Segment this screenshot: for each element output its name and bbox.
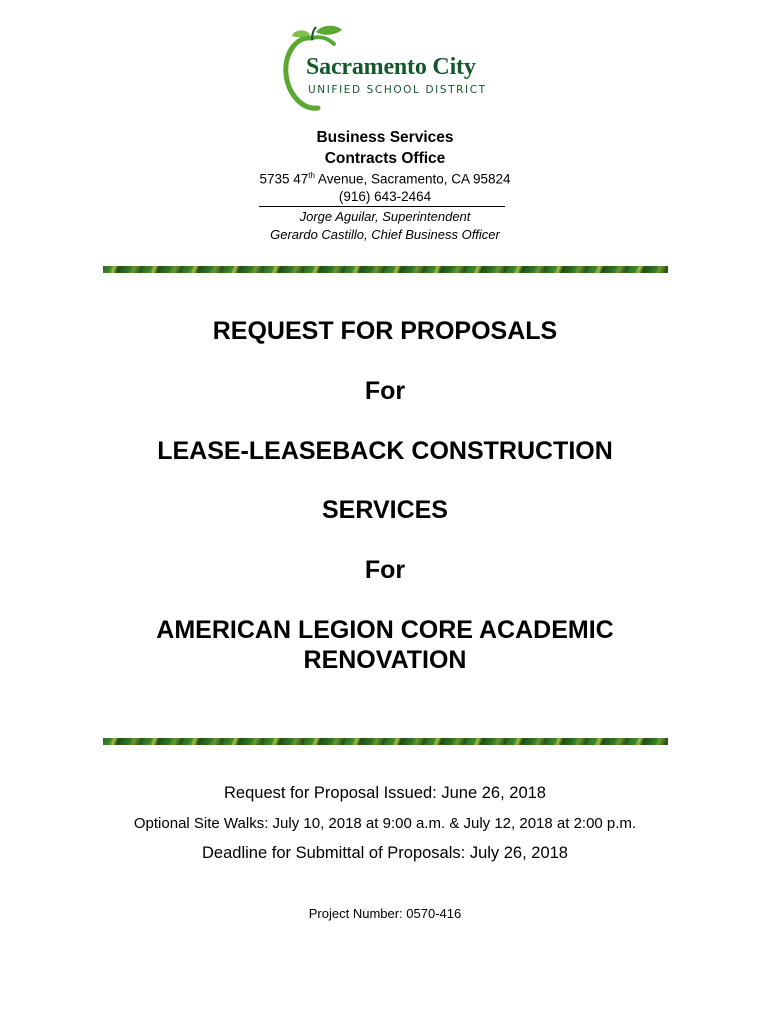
district-logo (282, 24, 492, 112)
department-name: Business Services (316, 129, 454, 146)
title-project-name-line1: AMERICAN LEGION CORE ACADEMIC (156, 616, 614, 644)
rfp-title: REQUEST FOR PROPOSALS (212, 317, 558, 345)
submittal-deadline: Deadline for Submittal of Proposals: July 26, 2018 (202, 844, 568, 862)
cbo-line: Gerardo Castillo, Chief Business Officer (270, 227, 500, 242)
decorative-band-bottom (103, 738, 668, 745)
project-number: Project Number: 0570-416 (308, 906, 462, 921)
office-name: Contracts Office (324, 150, 446, 167)
title-for-2: For (364, 556, 406, 584)
decorative-band-top (103, 266, 668, 273)
office-address: 5735 47th Avenue, Sacramento, CA 95824 (259, 171, 511, 187)
title-services: SERVICES (322, 496, 448, 524)
title-lease-leaseback: LEASE-LEASEBACK CONSTRUCTION (157, 437, 613, 465)
title-for-1: For (364, 377, 406, 405)
logo-district-name: Sacramento City (306, 54, 476, 80)
logo-district-subtitle: UNIFIED SCHOOL DISTRICT (308, 84, 487, 96)
header-divider (259, 206, 505, 207)
title-project-name-line2: RENOVATION (303, 646, 467, 674)
issued-date: Request for Proposal Issued: June 26, 2018 (224, 784, 546, 802)
site-walks: Optional Site Walks: July 10, 2018 at 9:00 a.m. & July 12, 2018 at 2:00 p.m. (133, 815, 637, 832)
office-phone: (916) 643-2464 (338, 189, 432, 204)
superintendent-line: Jorge Aguilar, Superintendent (299, 209, 471, 224)
